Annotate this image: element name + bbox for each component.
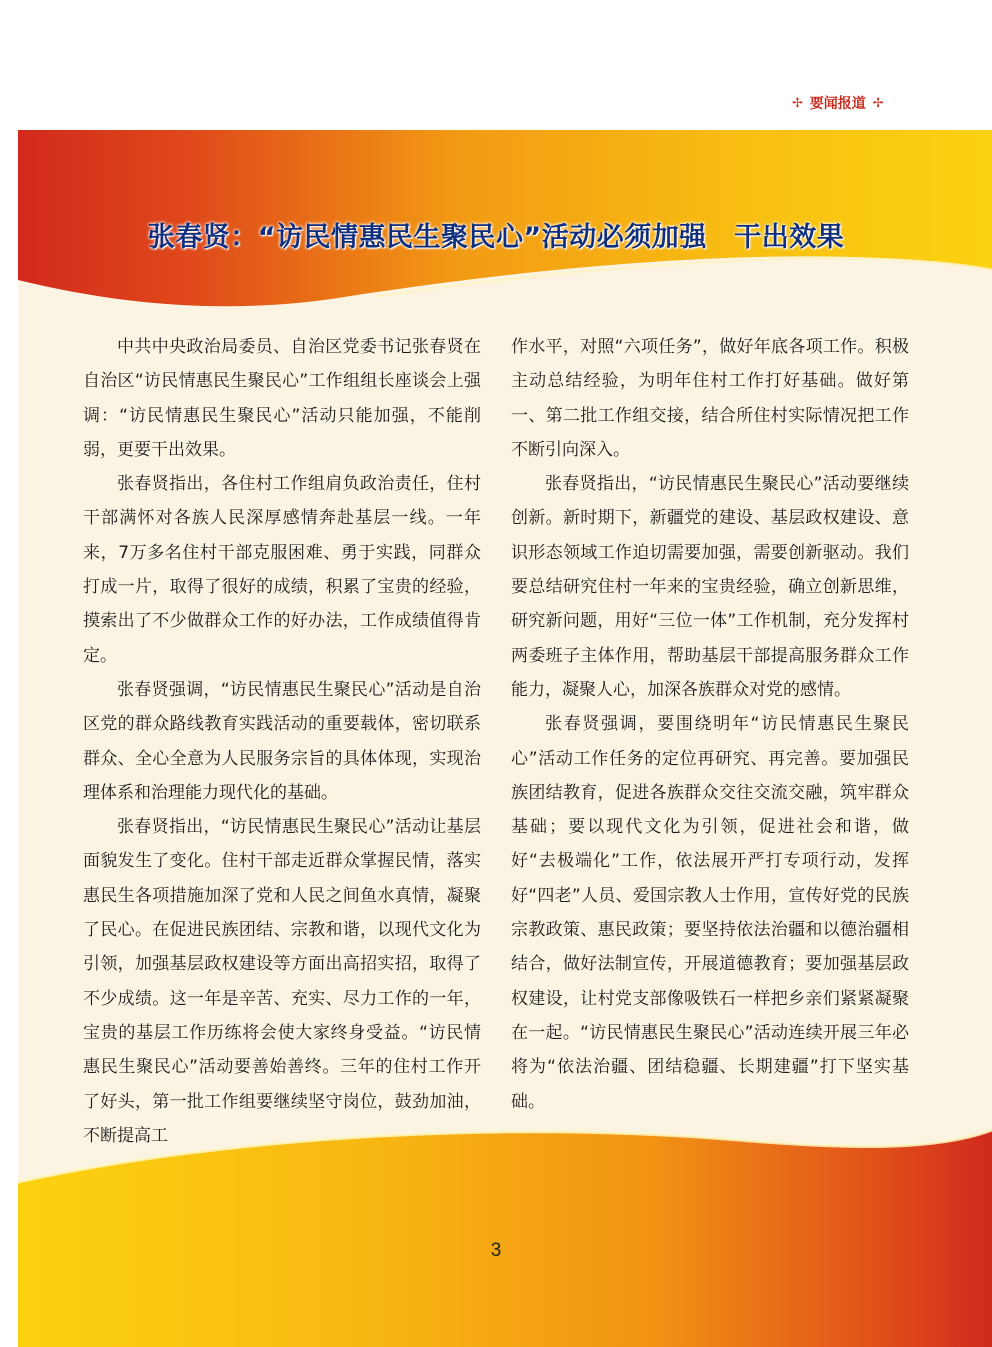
section-tag — [790, 93, 920, 115]
paragraph: 张春贤强调，要围绕明年“访民情惠民生聚民心”活动工作任务的定位再研究、再完善。要加强民族团结教育，促进各族群众交往交流交融，筑牢群众基础；要以现代文化为引领，促进社会和谐，做好“去极端化”工作，依法展开严打专项行动，发挥好“四老”人员、爱国宗教人士作用，宣传好党的民族宗教政策、惠民政策；要坚持依法治疆和以德治疆相结合，做好法制宣传，开展道德教育；要加强基层政权建设，让村党支部像吸铁石一样把乡亲们紧紧凝聚在一起。“访民情惠民生聚民心”活动连续开展三年必将为“依法治疆、团结稳疆、长期建疆”打下坚实基础。 — [511, 714, 909, 1112]
article-right-column — [511, 330, 909, 1119]
paragraph: 中共中央政治局委员、自治区党委书记张春贤在自治区“访民情惠民生聚民心”工作组组长座谈会上强调：“访民情惠民生聚民心”活动只能加强，不能削弱，更要干出效果。 — [83, 337, 481, 460]
article-title: 张春贤：“访民情惠民生聚民心”活动必须加强 干出效果 — [147, 222, 845, 253]
ornament-icon: ✢ — [792, 95, 803, 111]
paragraph: 张春贤指出，各住村工作组肩负政治责任，住村干部满怀对各族人民深厚感情奔赴基层一线。一年来，7万多名住村干部克服困难、勇于实践，同群众打成一片，取得了很好的成绩，积累了宝贵的经验，摸索出了不少做群众工作的好办法，工作成绩值得肯定。 — [83, 474, 481, 666]
paragraph: 张春贤强调，“访民情惠民生聚民心”活动是自治区党的群众路线教育实践活动的重要载体，密切联系群众、全心全意为人民服务宗旨的具体体现，实现治理体系和治理能力现代化的基础。 — [83, 679, 481, 803]
article-left-column — [83, 330, 481, 1153]
paragraph-continuation: 作水平，对照“六项任务”，做好年底各项工作。积极主动总结经验，为明年住村工作打好基础。做好第一、第二批工作组交接，结合所住村实际情况把工作不断引向深入。 — [511, 337, 909, 460]
section-label: 要闻报道 — [809, 96, 866, 112]
page-number: 3 — [490, 1240, 502, 1261]
paragraph: 张春贤指出，“访民情惠民生聚民心”活动让基层面貌发生了变化。住村干部走近群众掌握民情，落实惠民生各项措施加深了党和人民之间鱼水真情，凝聚了民心。在促进民族团结、宗教和谐，以现代文化为引领，加强基层政权建设等方面出高招实招，取得了不少成绩。这一年是辛苦、充实、尽力工作的一年，宝贵的基层工作历练将会使大家终身受益。“访民情惠民生聚民心”活动要善始善终。三年的住村工作开了好头，第一批工作组要继续坚守岗位，鼓劲加油，不断提高工 — [83, 817, 481, 1146]
paragraph: 张春贤指出，“访民情惠民生聚民心”活动要继续创新。新时期下，新疆党的建设、基层政权建设、意识形态领域工作迫切需要加强，需要创新驱动。我们要总结研究住村一年来的宝贵经验，确立创新思维，研究新问题，用好“三位一体”工作机制，充分发挥村两委班子主体作用，帮助基层干部提高服务群众工作能力，凝聚人心，加深各族群众对党的感情。 — [511, 474, 909, 700]
ornament-icon: ✢ — [872, 95, 884, 111]
